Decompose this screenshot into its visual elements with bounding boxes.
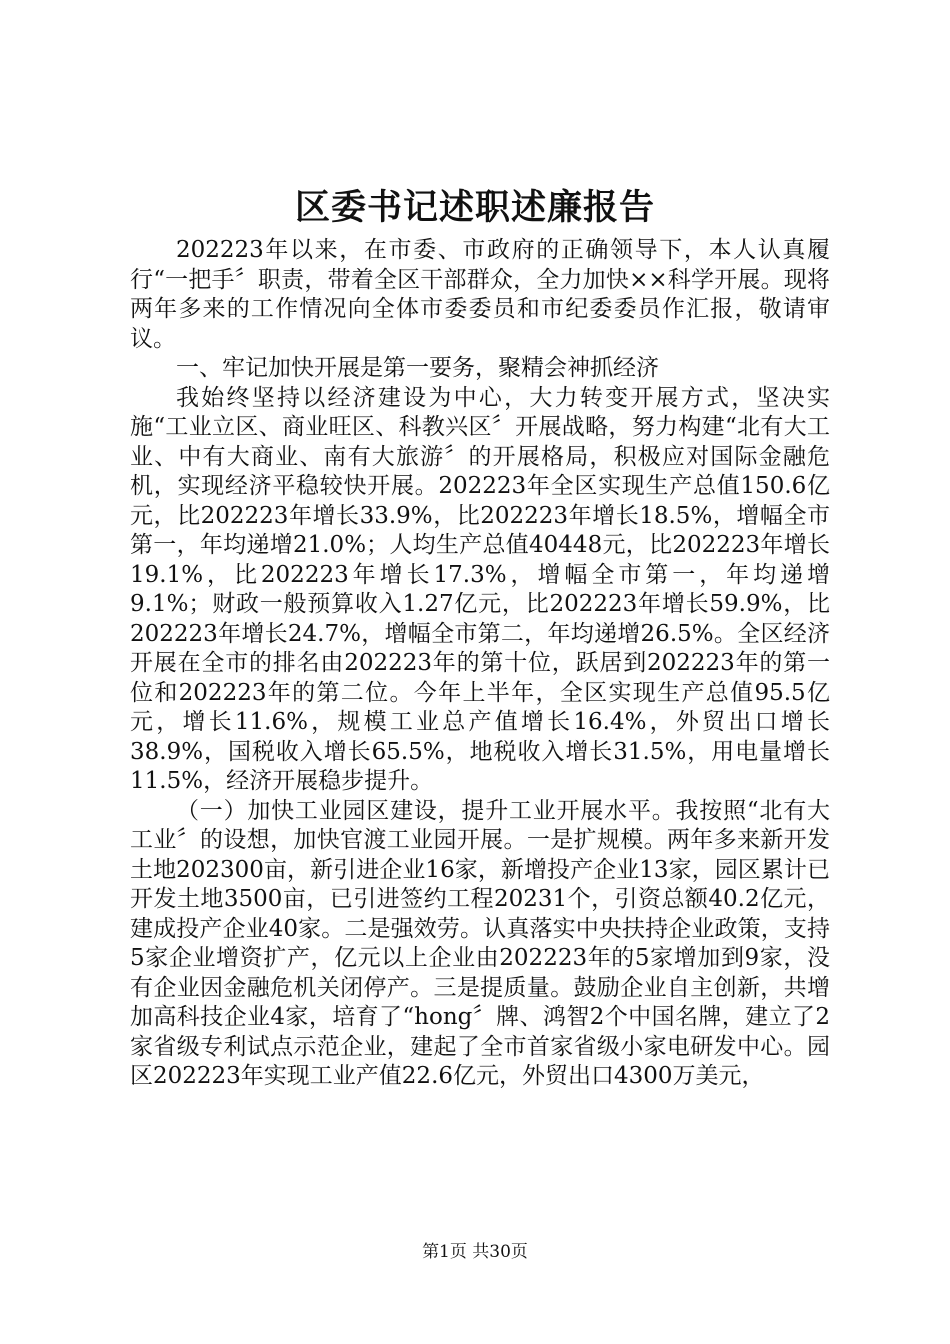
section-heading-1: 一、牢记加快开展是第一要务，聚精会神抓经济 (176, 355, 659, 381)
paragraph-economy: 我始终坚持以经济建设为中心，大力转变开展方式，坚决实施“工业立区、商业旺区、科教兴区〞开展战略，努力构建“北有大工业、中有大商业、南有大旅游〞的开展格局，积极应对国际金融危机，实现经济平稳较快开展。202223年全区实现生产总值150.6亿元，比202223年增长33.9%，比202223年增长18.5%，增幅全市第一，年均递增21.0%；人均生产总值40448元，比202223年增长19.1%，比202223年增长17.3%，增幅全市第一，年均递增9.1%；财政一般预算收入1.27亿元，比202223年增长59.9%，比202223年增长24.7%，增幅全市第二，年均递增26.5%。全区经济开展在全市的排名由202223年的第十位，跃居到202223年的第一位和202223年的第二位。今年上半年，全区实现生产总值95.5亿元，增长11.6%，规模工业总产值增长16.4%，外贸出口增长38.9%，国税收入增长65.5%，地税收入增长31.5%，用电量增长11.5%，经济开展稳步提升。 (130, 384, 830, 794)
page-footer: 第1页 共30页 (422, 1242, 528, 1262)
paragraph-industrial-park: （一）加快工业园区建设，提升工业开展水平。我按照“北有大工业〞的设想，加快官渡工业园开展。一是扩规模。两年多来新开发土地202300亩，新引进企业16家，新增投产企业13家，园区累计已开发土地3500亩，已引进签约工程20231个，引资总额40.2亿元，建成投产企业40家。二是强效劳。认真落实中央扶持企业政策，支持5家企业增资扩产，亿元以上企业由202223年的5家增加到9家，没有企业因金融危机关闭停产。三是提质量。鼓励企业自主创新，共增加高科技企业4家，培育了“hong〞牌、鸿智2个中国名牌，建立了2家省级专利试点示范企业，建起了全市首家省级小家电研发中心。园区202223年实现工业产值22.6亿元，外贸出口4300万美元， (130, 797, 830, 1089)
paragraph-intro: 202223年以来，在市委、市政府的正确领导下，本人认真履行“一把手〞职责，带着全区干部群众，全力加快××科学开展。现将两年多来的工作情况向全体市委委员和市纪委委员作汇报，敬请审议。 (130, 237, 830, 352)
document-title: 区委书记述职述廉报告 (294, 187, 655, 228)
document-body (130, 236, 830, 1092)
